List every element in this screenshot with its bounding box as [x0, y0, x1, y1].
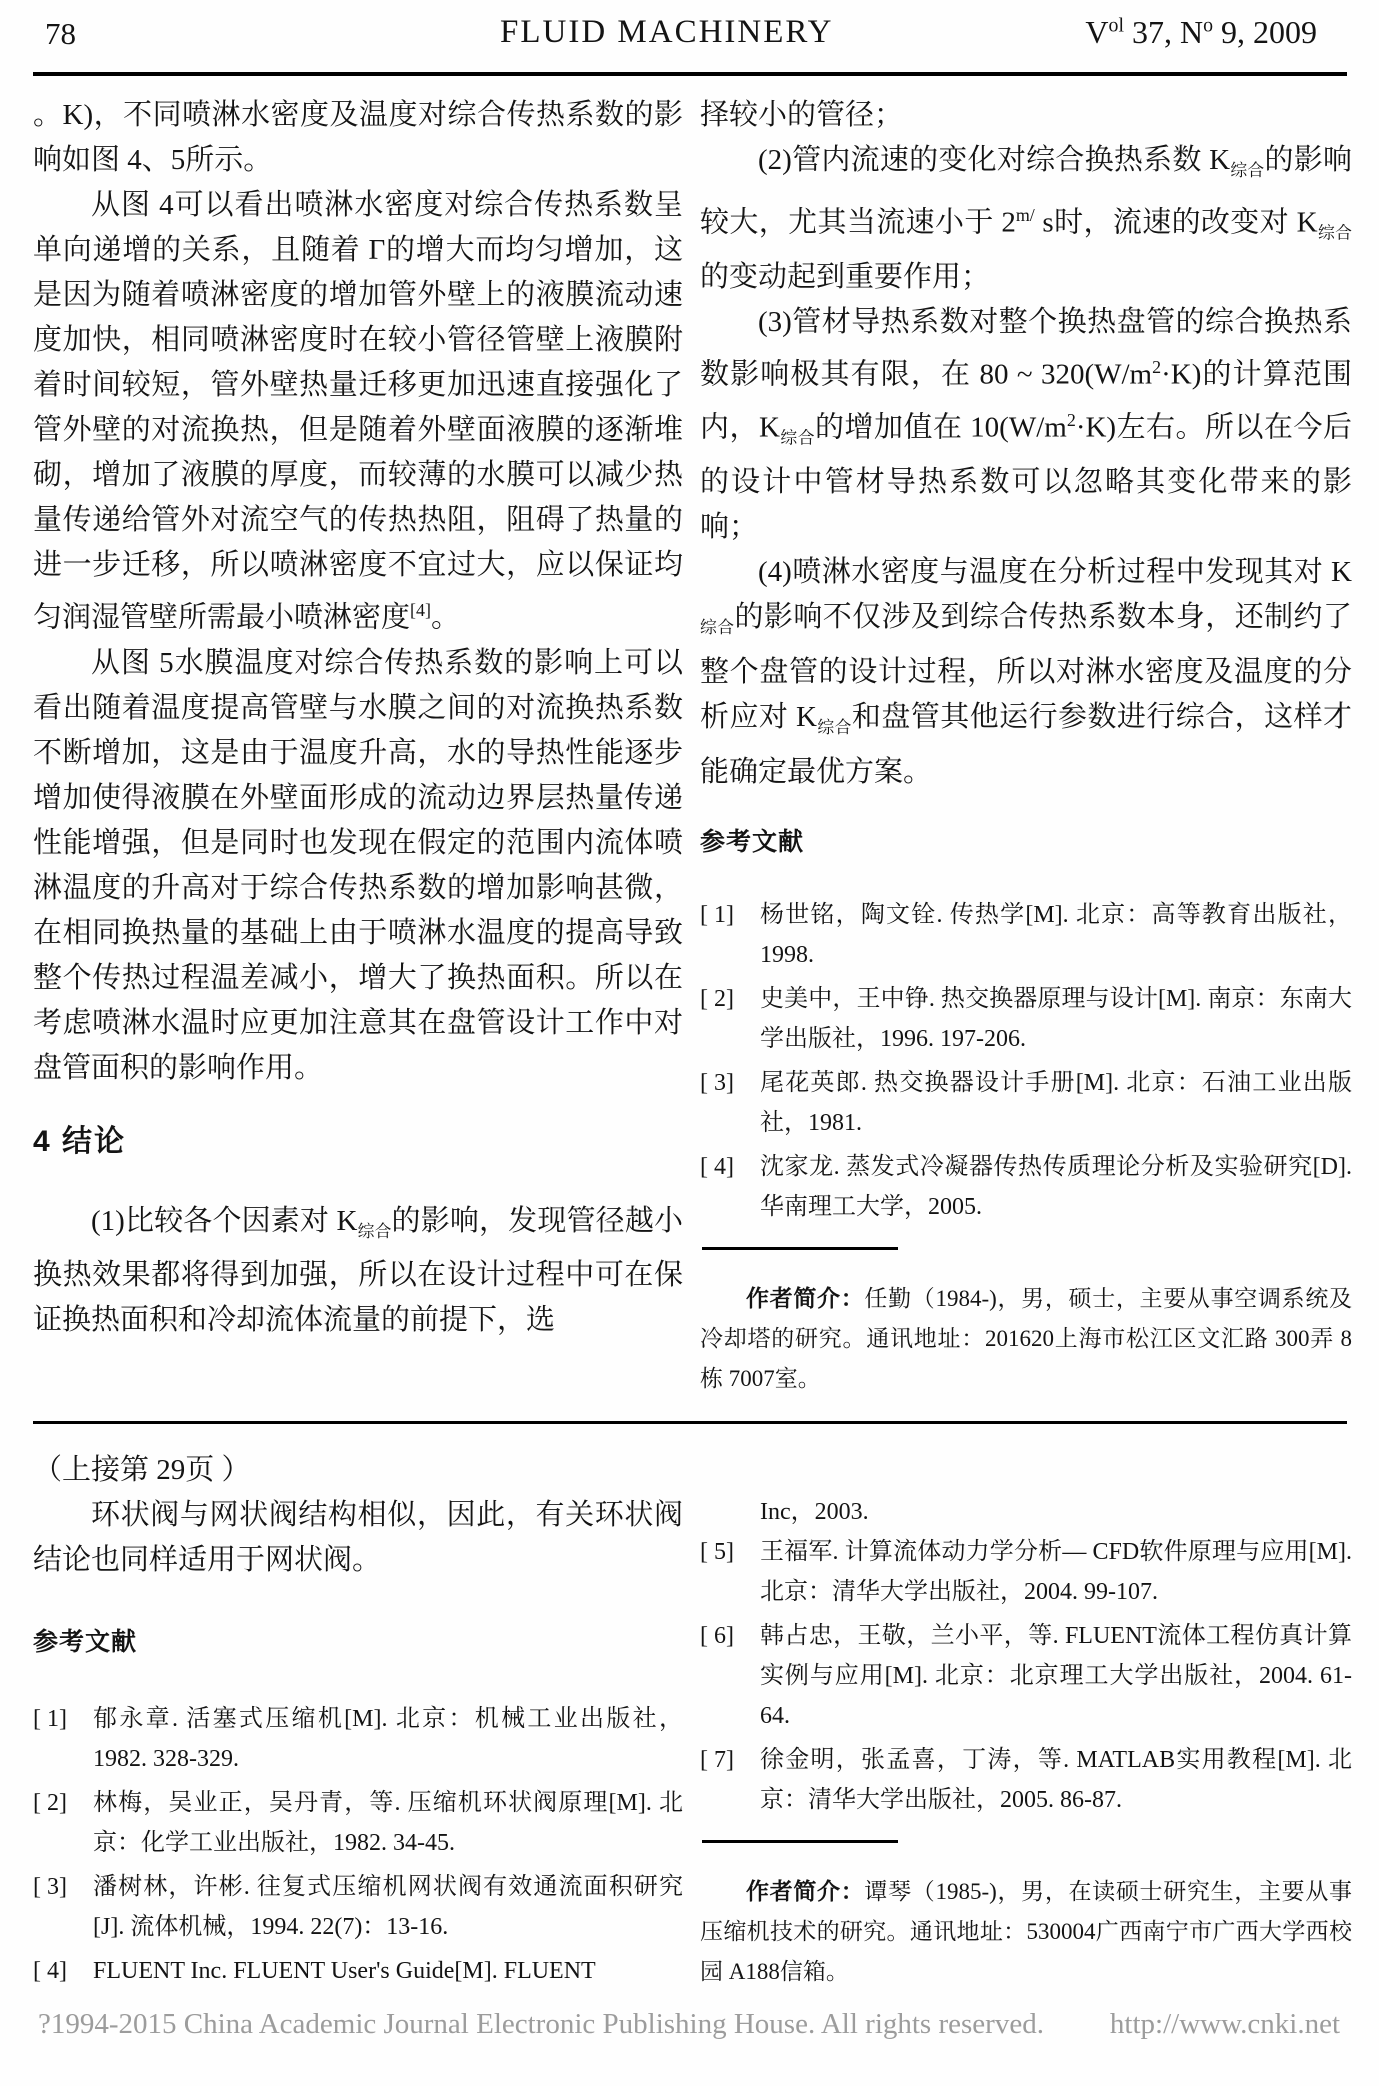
references-heading: 参考文献	[700, 827, 805, 856]
bio-separator	[702, 1840, 898, 1843]
bio-text: 任勤（1984-)，男，硕士，主要从事空调系统及冷却塔的研究。通讯地址：201620上海市松江区文汇路 300弄 8栋 7007室。	[700, 1285, 1353, 1391]
reference-item	[33, 1951, 683, 1991]
paragraph: 从图 4可以看出喷淋水密度对综合传热系数呈单向递增的关系，且随着 Γ的增大而均匀增加，这是因为随着喷淋密度的增加管外壁上的液膜流动速度加快，相同喷淋密度时在较小管径管壁上液膜附着时间较短，管外壁热量迁移更加迅速直接强化了管外壁的对流换热，但是随着外壁面液膜的逐渐堆砌，增加了液膜的厚度，而较薄的水膜可以减少热量传递给管外对流空气的传热热阻，阻碍了热量的进一步迁移，所以喷淋密度不宜过大，应以保证均匀润湿管壁所需最小喷淋密度[4]。	[33, 189, 683, 634]
bio-separator	[702, 1247, 898, 1250]
author-bio	[700, 1871, 1352, 1992]
paragraph: (1)比较各个因素对 $K_{综合}$的影响，发现管径越小换热效果都将得到加强，所以在设计过程中可在保证换热面积和冷却流体流量的前提下，选	[33, 1204, 683, 1337]
article-divider	[33, 1421, 1347, 1424]
reference-label: [ 3]	[700, 1069, 734, 1096]
reference-item	[33, 1783, 683, 1863]
reference-item	[700, 1740, 1352, 1820]
paragraph: 。K)，不同喷淋水密度及温度对综合传热系数的影响如图 4、5所示。	[33, 99, 683, 176]
journal-title: FLUID MACHINERY	[500, 14, 834, 50]
reference-continuation: Inc，2003.	[760, 1499, 869, 1525]
paragraph: 环状阀与网状阀结构相似，因此，有关环状阀结论也同样适用于网状阀。	[33, 1499, 683, 1576]
issue-info: $V^{ol}$ 37, $N^o$ 9, 2009	[1085, 14, 1317, 50]
paragraph: (4)喷淋水密度与温度在分析过程中发现其对 $K_{综合}$的影响不仅涉及到综合传热系数本身，还制约了整个盘管的设计过程，所以对淋水密度及温度的分析应对 $K_{综合}$和盘管其他运行参数进行综合，这样才能确定最优方案。	[700, 556, 1352, 788]
reference-text: FLUENT Inc. FLUENT User's Guide[M]. FLUENT	[93, 1958, 596, 1984]
reference-item	[33, 1699, 683, 1779]
reference-label: [ 1]	[33, 1706, 67, 1732]
bio-label: 作者简介：	[746, 1284, 865, 1311]
reference-item	[700, 1147, 1352, 1227]
reference-text: 沈家龙. 蒸发式冷凝器传热传质理论分析及实验研究[D]. 华南理工大学，2005.	[760, 1153, 1352, 1220]
reference-label: [ 2]	[33, 1790, 67, 1816]
footer-copyright: ?1994-2015 China Academic Journal Electronic Publishing House. All rights reserved.	[38, 2008, 1044, 2040]
author-bio	[700, 1278, 1352, 1399]
reference-label: [ 4]	[33, 1958, 67, 1984]
reference-text: 史美中，王中铮. 热交换器原理与设计[M]. 南京：东南大学出版社，1996. 197-206.	[760, 985, 1352, 1052]
reference-text: 王福军. 计算流体动力学分析— CFD软件原理与应用[M]. 北京：清华大学出版社，2004. 99-107.	[760, 1539, 1352, 1605]
upper-left-column	[33, 93, 683, 1343]
paragraph: (3)管材导热系数对整个换热盘管的综合换热系数影响极其有限，在 80 ~ $320(W/m^2\cdot K)$的计算范围内，$K_{综合}$的增加值在 $10(W/m^2\cdot K)$左右。所以在今后的设计中管材导热系数可以忽略其变化带来的影响；	[700, 306, 1352, 544]
lower-right-column	[700, 1492, 1352, 1992]
reference-text: 林梅，吴业正，吴丹青，等. 压缩机环状阀原理[M]. 北京：化学工业出版社，1982. 34-45.	[93, 1790, 683, 1856]
continuation-note: （上接第 29页 ）	[33, 1454, 251, 1486]
reference-label: [ 2]	[700, 985, 734, 1012]
header-rule	[33, 72, 1347, 76]
reference-label: [ 5]	[700, 1539, 734, 1565]
bio-text: 谭琴（1985-)，男，在读硕士研究生，主要从事压缩机技术的研究。通讯地址：530004广西南宁市广西大学西校园 A188信箱。	[700, 1879, 1353, 1984]
conclusion-heading: 4 结论	[33, 1124, 127, 1158]
reference-item	[700, 1063, 1352, 1143]
reference-text: 韩占忠，王敬，兰小平，等. FLUENT流体工程仿真计算实例与应用[M]. 北京：北京理工大学出版社，2004. 61-64.	[760, 1623, 1352, 1729]
page-number: 78	[45, 16, 76, 51]
reference-text: 潘树林，许彬. 往复式压缩机网状阀有效通流面积研究[J]. 流体机械，1994. 22(7)：13-16.	[93, 1874, 683, 1940]
upper-right-column	[700, 93, 1352, 1399]
reference-item	[700, 979, 1352, 1059]
footer-url: http://www.cnki.net	[1109, 2008, 1340, 2040]
footer	[38, 2008, 1340, 2041]
reference-label: [ 3]	[33, 1874, 67, 1900]
reference-item	[700, 895, 1352, 975]
paragraph: (2)管内流速的变化对综合换热系数 $K_{综合}$的影响较大，尤其当流速小于 $2^{m/}$ s时，流速的改变对 $K_{综合}$的变动起到重要作用；	[700, 144, 1352, 294]
reference-text: 郁永章. 活塞式压缩机[M]. 北京：机械工业出版社，1982. 328-329.	[93, 1706, 683, 1772]
reference-text: 杨世铭，陶文铨. 传热学[M]. 北京：高等教育出版社，1998.	[760, 901, 1352, 968]
references-heading: 参考文献	[33, 1628, 138, 1656]
reference-text: 徐金明，张孟喜，丁涛，等. MATLAB实用教程[M]. 北京：清华大学出版社，2005. 86-87.	[760, 1747, 1352, 1813]
paragraph: 从图 5水膜温度对综合传热系数的影响上可以看出随着温度提高管壁与水膜之间的对流换热系数不断增加，这是由于温度升高，水的导热性能逐步增加使得液膜在外壁面形成的流动边界层热量传递性能增强，但是同时也发现在假定的范围内流体喷淋温度的升高对于综合传热系数的增加影响甚微，在相同换热量的基础上由于喷淋水温度的提高导致整个传热过程温差减小，增大了换热面积。所以在考虑喷淋水温时应更加注意其在盘管设计工作中对盘管面积的影响作用。	[33, 646, 683, 1084]
reference-label: [ 1]	[700, 901, 734, 928]
lower-left-column	[33, 1448, 683, 1995]
reference-label: [ 4]	[700, 1153, 734, 1180]
reference-label: [ 6]	[700, 1623, 734, 1649]
reference-label: [ 7]	[700, 1747, 734, 1773]
paragraph: 择较小的管径；	[700, 99, 904, 131]
reference-item	[700, 1616, 1352, 1736]
reference-item	[700, 1532, 1352, 1612]
reference-text: 尾花英郎. 热交换器设计手册[M]. 北京：石油工业出版社，1981.	[760, 1069, 1352, 1136]
reference-item	[33, 1867, 683, 1947]
bio-label: 作者简介：	[746, 1878, 865, 1904]
